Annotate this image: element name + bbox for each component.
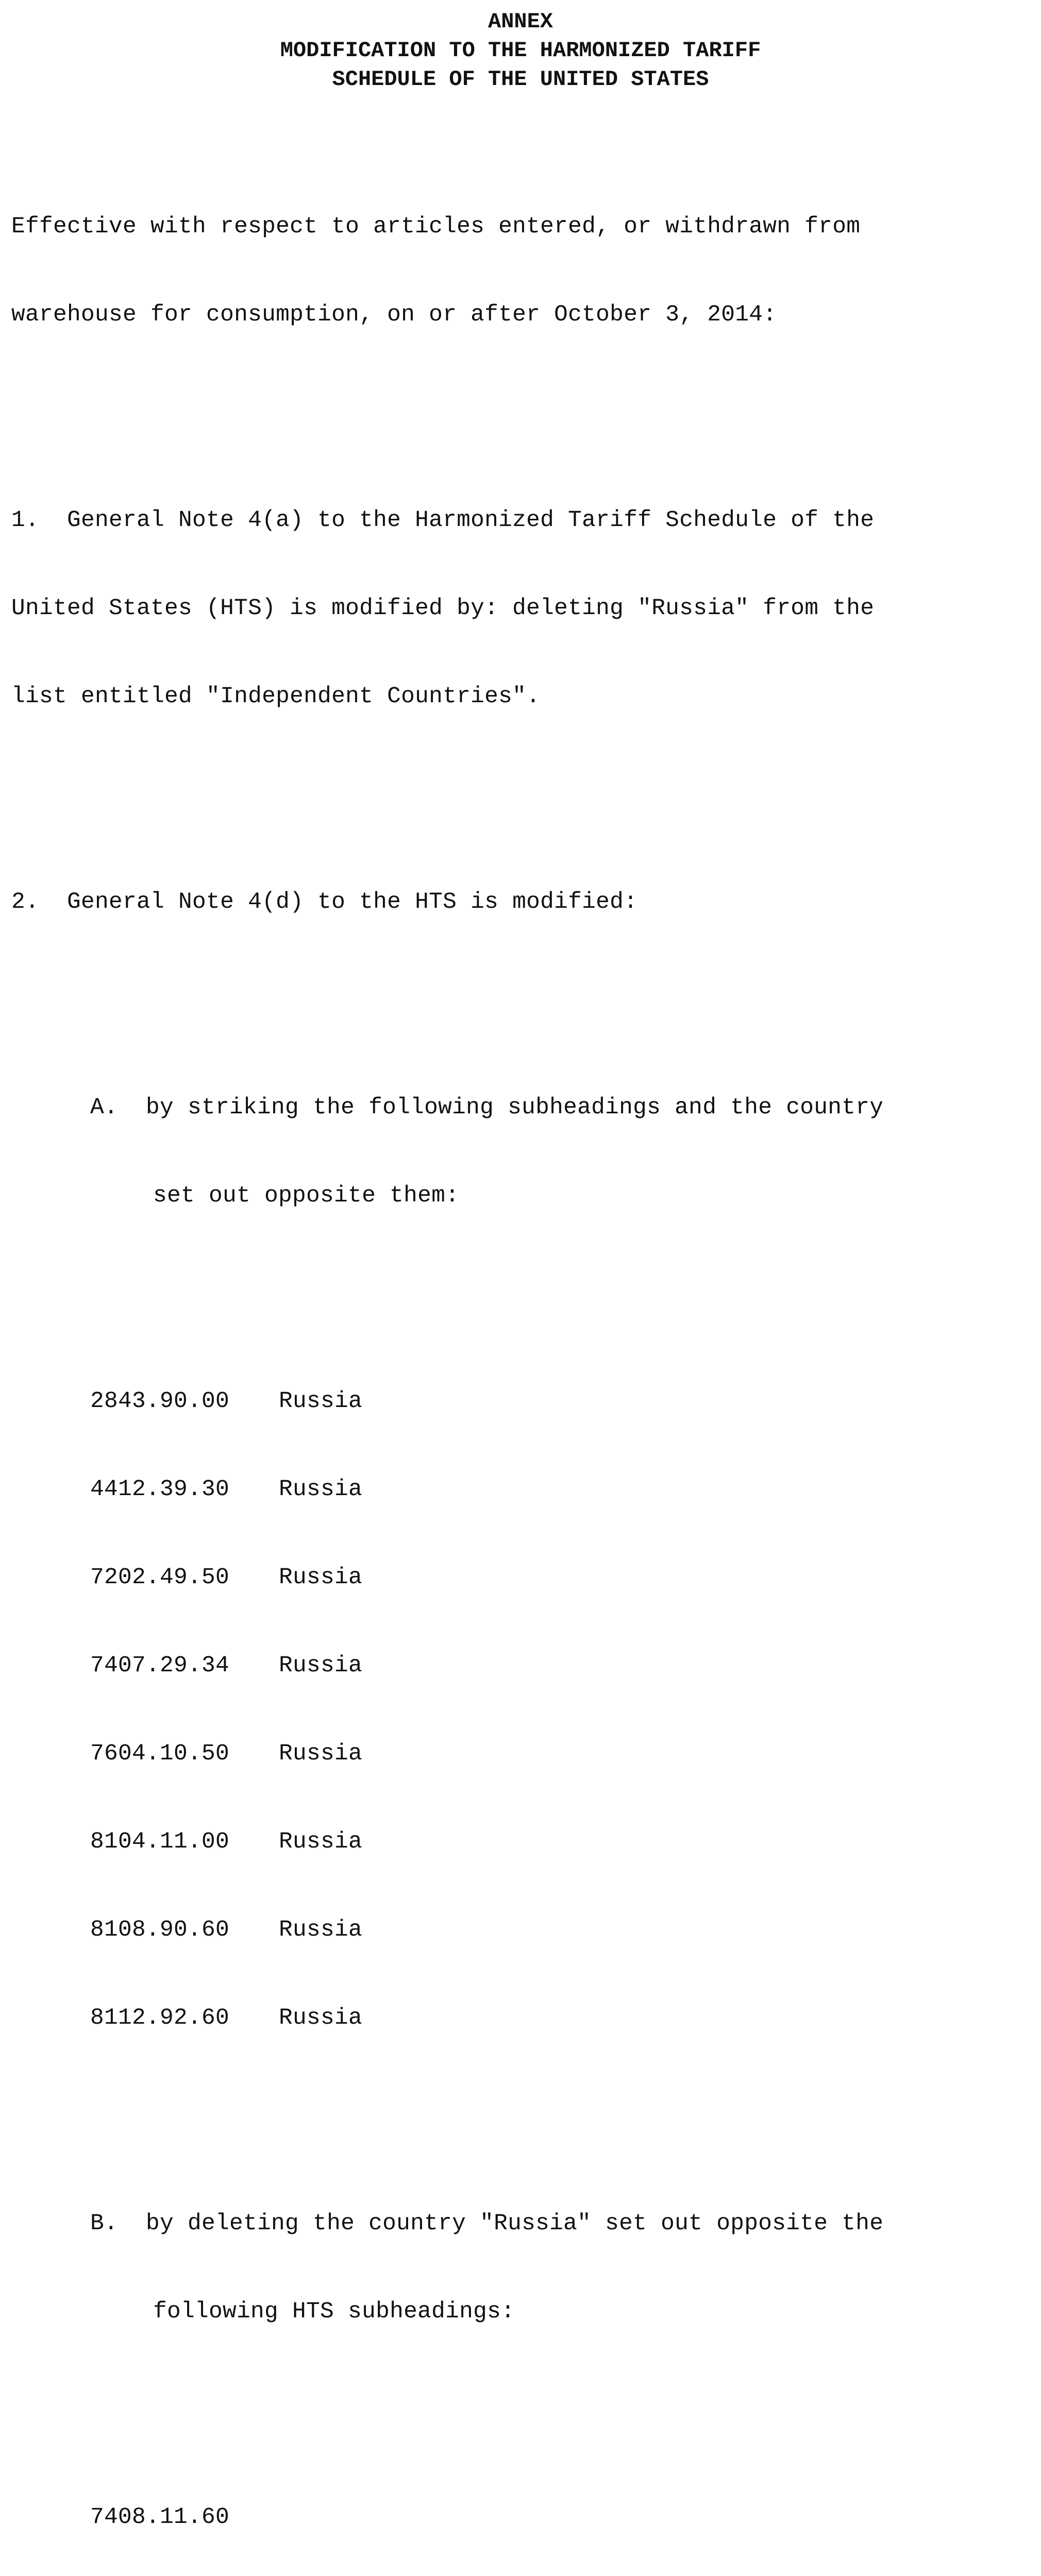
item-2b-line-1: B. by deleting the country "Russia" set out opposite the — [90, 2211, 884, 2236]
subheading-code: 7202.49.50 — [90, 1565, 230, 1590]
subheading-code: 8104.11.00 — [90, 1829, 230, 1855]
intro-line-2: warehouse for consumption, on or after October 3, 2014: — [11, 302, 777, 328]
annex-subtitle-line-1: MODIFICATION TO THE HARMONIZED TARIFF — [280, 38, 761, 63]
subheading-code: 4412.39.30 — [90, 1477, 230, 1502]
country-name: Russia — [279, 1477, 363, 1502]
intro-line-1: Effective with respect to articles entered, or withdrawn from — [11, 214, 861, 240]
subheading-row — [11, 1739, 990, 1769]
item-2a-line-1: A. by striking the following subheadings and the country — [90, 1095, 884, 1121]
spacer — [11, 2092, 990, 2121]
subheading-code: 8108.90.60 — [90, 1917, 230, 1943]
spacer — [11, 388, 990, 418]
spacer — [11, 770, 990, 800]
subheading-row — [11, 1827, 990, 1857]
subheading-row — [11, 1387, 990, 1416]
item-2b-line-2: following HTS subheadings: — [153, 2299, 515, 2325]
spacer — [11, 2385, 990, 2415]
country-name: Russia — [279, 1917, 363, 1943]
subheading-code: 7407.29.34 — [90, 1653, 230, 1679]
spacer — [11, 976, 990, 1005]
spacer — [11, 1269, 990, 1299]
country-name: Russia — [279, 1741, 363, 1767]
item-2a-line-2: set out opposite them: — [153, 1183, 460, 1209]
country-name: Russia — [279, 2005, 363, 2031]
subheading-code: 8112.92.60 — [90, 2005, 230, 2031]
item-2-line-1: 2. General Note 4(d) to the HTS is modified: — [11, 889, 638, 915]
subheading-row — [11, 2004, 990, 2033]
annex-title: ANNEX — [488, 9, 553, 34]
country-name: Russia — [279, 1829, 363, 1855]
document-body — [11, 154, 990, 2576]
item-1-line-3: list entitled "Independent Countries". — [11, 684, 541, 709]
subheading-code: 2843.90.00 — [90, 1388, 230, 1414]
item-1-line-1: 1. General Note 4(a) to the Harmonized Tariff Schedule of the — [11, 507, 875, 533]
subheading-row — [11, 2503, 990, 2532]
subheading-row — [11, 1475, 990, 1504]
subheading-code: 7408.11.60 — [90, 2504, 230, 2530]
country-name: Russia — [279, 1653, 363, 1679]
country-name: Russia — [279, 1388, 363, 1414]
item-1-line-2: United States (HTS) is modified by: deleting "Russia" from the — [11, 596, 875, 621]
country-name: Russia — [279, 1565, 363, 1590]
subheading-row — [11, 1916, 990, 1945]
subheading-row — [11, 1563, 990, 1592]
annex-subtitle-line-2: SCHEDULE OF THE UNITED STATES — [332, 67, 709, 92]
subheading-code: 7604.10.50 — [90, 1741, 230, 1767]
subheading-row — [11, 1651, 990, 1681]
document-header — [0, 7, 1041, 94]
